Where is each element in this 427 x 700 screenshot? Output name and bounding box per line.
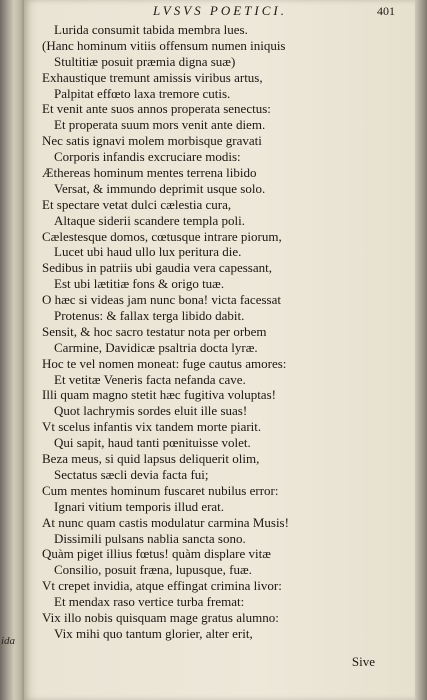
verse-line: Exhaustique tremunt amissis viribus artus,	[42, 69, 263, 85]
verse-line: Sensit, & hoc sacro testatur nota per orbem	[42, 323, 267, 339]
verse-line: Vix mihi quo tantum glorier, alter erit,	[54, 625, 253, 641]
verse-line: (Hanc hominum vitiis offensum numen iniquis	[42, 37, 286, 53]
verse-line: Et mendax raso vertice turba fremat:	[54, 594, 245, 610]
verse-line: Et spectare vetat dulci cælestia cura,	[42, 196, 232, 212]
verse-line: Ignari vitium temporis illud erat.	[54, 498, 225, 514]
verse-line: Cum mentes hominum fuscaret nubilus error:	[42, 482, 279, 498]
verse-line: Et vetitæ Veneris facta nefanda cave.	[54, 371, 246, 387]
verse-line: Nec satis ignavi molem morbisque gravati	[42, 133, 262, 149]
page-edge-right	[415, 0, 427, 700]
verse-line: Altaque siderii scandere templa poli.	[54, 212, 245, 228]
verse-line: Et venit ante suos annos properata senectus:	[42, 101, 271, 117]
facing-page-fragment: ida	[1, 635, 16, 647]
verse-line: Æthereas hominum mentes terrena libido	[42, 165, 257, 181]
verse-line: Beza meus, si quid lapsus deliquerit olim,	[42, 451, 260, 467]
verse-line: Palpitat effœto laxa tremore cutis.	[54, 85, 231, 101]
verse-line: Illi quam magno stetit hæc fugitiva voluptas!	[42, 387, 276, 403]
verse-line: Vt crepet invidia, atque effingat crimina livor:	[42, 578, 282, 594]
verse-block	[42, 22, 402, 642]
verse-line: Sectatus sæcli devia facta fui;	[54, 466, 209, 482]
verse-line: Quot lachrymis sordes eluit ille suas!	[54, 403, 248, 419]
verse-line: Dissimili pulsans nablia sancta sono.	[54, 530, 246, 546]
verse-line: O hæc si videas jam nunc bona! victa facessat	[42, 292, 281, 308]
book-page	[24, 0, 415, 700]
verse-line: Carmine, Davidicæ psaltria docta lyræ.	[54, 339, 258, 355]
verse-line: At nunc quam castis modulatur carmina Musis!	[42, 514, 289, 530]
verse-line: Quàm piget illius fœtus! quàm displare vitæ	[42, 546, 271, 562]
verse-line: Et properata suum mors venit ante diem.	[54, 117, 266, 133]
running-head: LVSVS POETICI.	[153, 3, 287, 18]
verse-line: Qui sapit, haud tanti pœnituisse volet.	[54, 435, 251, 451]
verse-line: Lucet ubi haud ullo lux peritura die.	[54, 244, 242, 260]
verse-line: Cælestesque domos, cœtusque intrare piorum,	[42, 228, 282, 244]
verse-line: Lurida consumit tabida membra lues.	[54, 22, 248, 37]
verse-line: Corporis infandis excruciare modis:	[54, 149, 241, 165]
verse-line: Vix illo nobis quisquam mage gratus alumno:	[42, 609, 279, 625]
page-number: 401	[377, 4, 395, 18]
verse-line: Est ubi lætitiæ fons & origo tuæ.	[54, 276, 225, 292]
verse-line: Sedibus in patriis ubi gaudia vera capessant,	[42, 260, 272, 276]
verse-line: Protenus: & fallax terga libido dabit.	[54, 308, 245, 324]
verse-line: Vt scelus infantis vix tandem morte piarit.	[42, 419, 262, 435]
verse-line: Consilio, posuit fræna, lupusque, fuæ.	[54, 562, 252, 578]
catchword: Sive	[351, 654, 375, 669]
facing-page-edge	[0, 0, 24, 700]
verse-line: Stultitiæ posuit præmia digna suæ)	[54, 53, 236, 69]
verse-line: Versat, & immundo deprimit usque solo.	[54, 180, 266, 196]
verse-line: Hoc te vel nomen moneat: fuge cautus amores:	[42, 355, 287, 371]
